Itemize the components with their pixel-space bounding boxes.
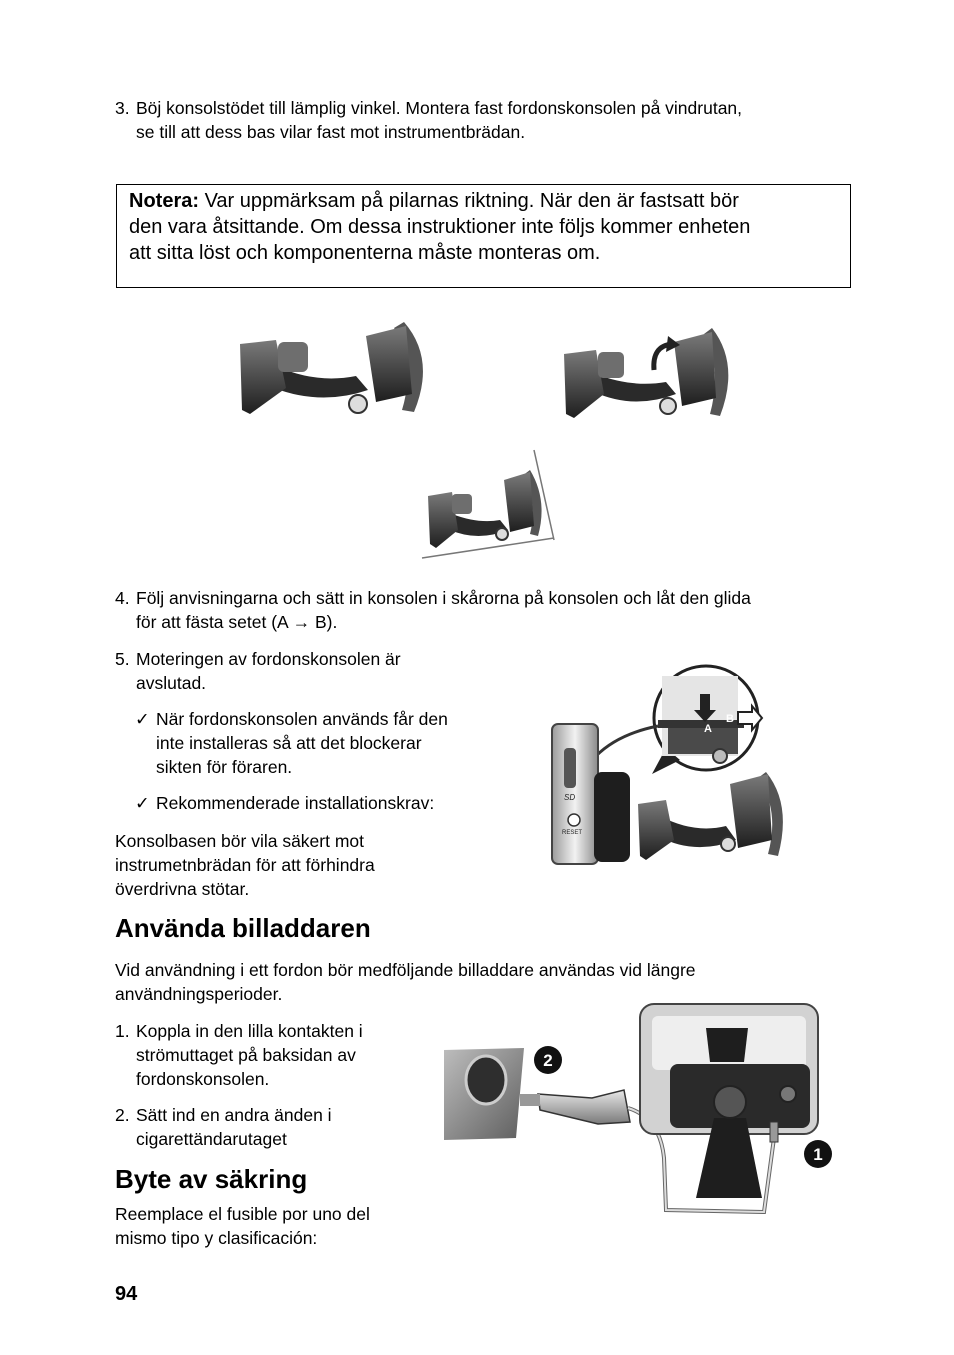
para-base-line-2: instrumetnbrädan för att förhindra bbox=[115, 855, 375, 875]
step-5-line-1: Moteringen av fordonskonsolen är bbox=[136, 649, 401, 669]
slot-b-label: B bbox=[726, 713, 734, 725]
check-1-line-2: inte installeras så att det blockerar bbox=[156, 733, 422, 753]
page-number: 94 bbox=[115, 1283, 138, 1305]
para-fuse-line-1: Reemplace el fusible por uno del bbox=[115, 1204, 370, 1224]
step-number: 2. bbox=[115, 1105, 130, 1125]
step-number: 5. bbox=[115, 649, 130, 669]
note-box bbox=[116, 184, 851, 288]
step-3-line-2: se till att dess bas vilar fast mot instrumentbrädan. bbox=[136, 122, 526, 142]
reset-label: RESET bbox=[562, 830, 583, 836]
step-4-line-1: Följ anvisningarna och sätt in konsolen i skårorna på konsolen och låt den glida bbox=[136, 588, 751, 608]
para-base-line-3: överdrivna stötar. bbox=[115, 879, 250, 899]
para-fuse-line-2: mismo tipo y clasificación: bbox=[115, 1228, 318, 1248]
para-base-line-1: Konsolbasen bör vila säkert mot bbox=[115, 831, 365, 851]
charger-step-1-line-1: Koppla in den lilla kontakten i bbox=[136, 1021, 363, 1041]
step-5 bbox=[115, 647, 401, 695]
charger-step-1-line-2: strömuttaget på baksidan av bbox=[136, 1045, 356, 1065]
check-1-line-3: sikten för föraren. bbox=[156, 757, 293, 777]
heading-fuse-replacement: Byte av säkring bbox=[115, 1164, 308, 1194]
mount-illustration-3 bbox=[422, 450, 557, 560]
step-number: 1. bbox=[115, 1021, 130, 1041]
charger-step-2-line-2: cigarettändarutaget bbox=[136, 1129, 287, 1149]
callout-1: 1 bbox=[813, 1145, 823, 1164]
note-label: Notera: bbox=[129, 190, 200, 212]
charger-step-2-line-1: Sätt ind en andra änden i bbox=[136, 1105, 332, 1125]
car-charger-illustration bbox=[444, 998, 836, 1234]
slot-a-label: A bbox=[704, 723, 712, 735]
note-line-1: Var uppmärksam på pilarnas riktning. När den är fastsatt bör bbox=[199, 190, 739, 212]
checkmark-icon: ✓ bbox=[135, 709, 150, 729]
charger-step-1 bbox=[115, 1019, 363, 1091]
checklist-item-1 bbox=[135, 707, 448, 779]
device-mount-illustration bbox=[548, 664, 808, 874]
charger-step-1-line-3: fordonskonsolen. bbox=[136, 1069, 270, 1089]
paragraph-console-base bbox=[115, 829, 375, 901]
heading-car-charger: Använda billaddaren bbox=[115, 913, 371, 943]
paragraph-fuse bbox=[115, 1202, 370, 1250]
step-number: 3. bbox=[115, 98, 130, 118]
step-4 bbox=[115, 586, 751, 634]
mount-illustration-2 bbox=[562, 324, 732, 424]
charger-step-2 bbox=[115, 1103, 332, 1151]
step-3-line-1: Böj konsolstödet till lämplig vinkel. Montera fast fordonskonsolen på vindrutan, bbox=[136, 98, 743, 118]
check-1-line-1: När fordonskonsolen används får den bbox=[156, 709, 448, 729]
step-5-line-2: avslutad. bbox=[136, 673, 207, 693]
note-line-3: att sitta löst och komponenterna måste monteras om. bbox=[129, 242, 601, 264]
callout-2: 2 bbox=[543, 1051, 553, 1070]
para-charger-line-1: Vid användning i ett fordon bör medföljande billaddare användas vid längre bbox=[115, 960, 696, 980]
check-2-line-1: Rekommenderade installationskrav: bbox=[156, 793, 435, 813]
step-4-line-2: för att fästa setet (A → B). bbox=[136, 612, 338, 632]
checkmark-icon: ✓ bbox=[135, 793, 150, 813]
sd-label: SD bbox=[564, 793, 576, 802]
step-3 bbox=[115, 96, 742, 144]
para-charger-line-2: användningsperioder. bbox=[115, 984, 283, 1004]
note-line-2: den vara åtsittande. Om dessa instruktioner inte följs kommer enheten bbox=[129, 216, 751, 238]
step-number: 4. bbox=[115, 588, 130, 608]
mount-illustration-1 bbox=[236, 314, 436, 424]
checklist-item-2 bbox=[135, 791, 434, 815]
